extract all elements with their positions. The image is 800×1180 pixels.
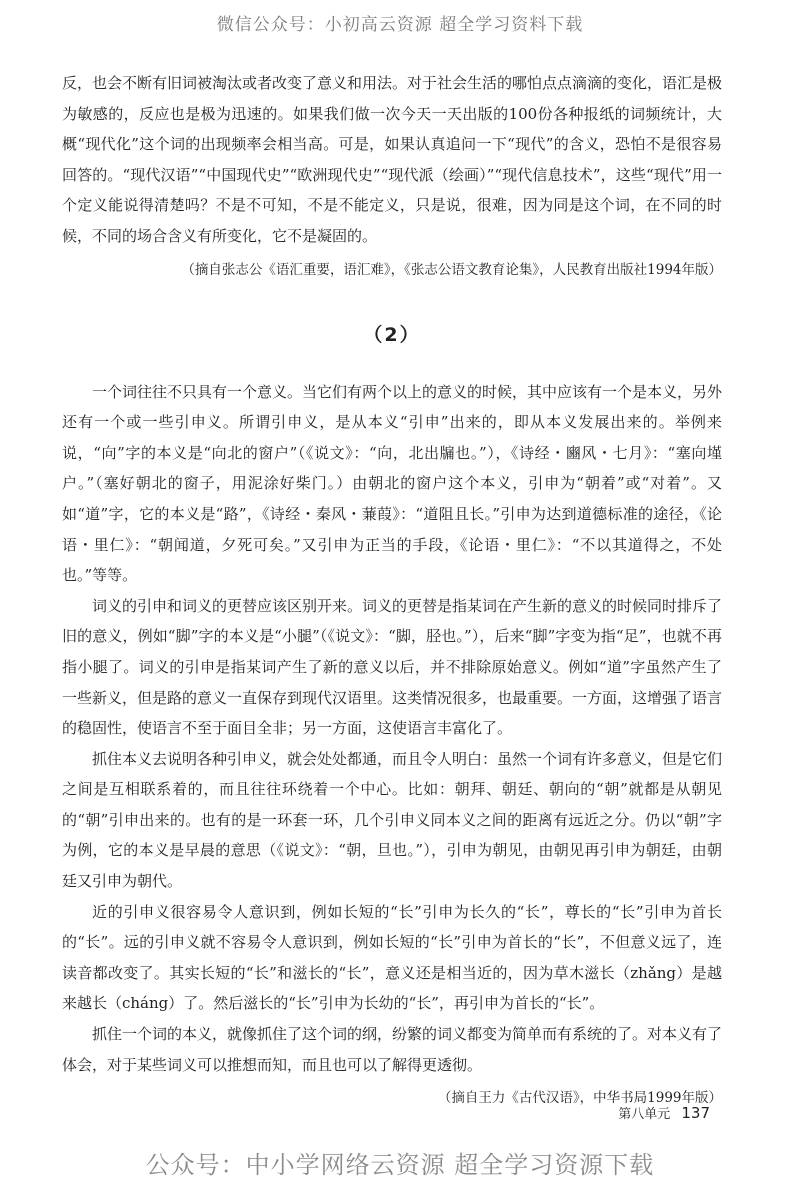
section2-citation: （摘自王力《古代汉语》，中华书局1999年版）: [437, 1090, 722, 1107]
header-watermark: 微信公众号：小初高云资源 超全学习资料下载: [216, 15, 584, 35]
unit-label: 第八单元: [618, 1107, 671, 1122]
section2-paragraph-1: 一个词往往不只具有一个意义。当它们有两个以上的意义的时候，其中应该有一个是本义，另外还有一个或一些引申义。所谓引申义，是从本义“引申”出来的，即从本义发展出来的。举例来说，“向”字的本义是“向北的窗户”（《说文》：“向，北出牖也。”），《诗经・豳风・七月》：“塞向墐户。”（塞好朝北的窗子，用泥涂好柴门。）由朝北的窗户这个本义，引申为“朝着”或“对着”。又如“道”字，它的本义是“路”，《诗经・秦风・蒹葭》：“道阻且长。”引申为达到道德标准的途径，《论语・里仁》：“朝闻道，夕死可矣。”又引申为正当的手段，《论语・里仁》：“不以其道得之，不处也。”等等。: [62, 382, 723, 585]
section2-paragraph-4: 近的引申义很容易令人意识到，例如长短的“长”引申为长久的“长”，尊长的“长”引申为首长的“长”。远的引申义就不容易令人意识到，例如长短的“长”引申为首长的“长”，不但意义远了，连读音都改变了。其实长短的“长”和滋长的“长”，意义还是相当近的，因为草木滋长（zhǎng）是越来越长（cháng）了。然后滋长的“长”引申为长幼的“长”，再引申为首长的“长”。: [62, 902, 722, 1013]
section1-citation: （摘自张志公《语汇重要，语汇难》，《张志公语文教育论集》，人民教育出版社1994年版）: [181, 261, 722, 278]
section2-paragraph-5: 抓住一个词的本义，就像抓住了这个词的纲，纷繁的词义都变为简单而有系统的了。对本义有了体会，对于某些词义可以推想而知，而且也可以了解得更透彻。: [62, 1025, 723, 1074]
section2-title: （2）: [363, 323, 421, 346]
page-content: [62, 68, 722, 1110]
page-number: 137: [681, 1104, 710, 1122]
page-footer: [618, 1103, 710, 1122]
section2-paragraph-3: 抓住本义去说明各种引申义，就会处处都通，而且令人明白：虽然一个词有许多意义，但是它们之间是互相联系着的，而且往往环绕着一个中心。比如：朝拜、朝廷、朝向的“朝”就都是从朝见的“朝”引申出来的。也有的是一环套一环，几个引申义同本义之间的距离有远近之分。仍以“朝”字为例，它的本义是早晨的意思（《说文》：“朝，旦也。”），引申为朝见，由朝见再引申为朝廷，由朝廷又引申为朝代。: [62, 749, 723, 891]
section2-paragraph-2: 词义的引申和词义的更替应该区别开来。词义的更替是指某词在产生新的意义的时候同时排斥了旧的意义，例如“脚”字的本义是“小腿”（《说文》：“脚，胫也。”），后来“脚”字变为指“足”，也就不再指小腿了。词义的引申是指某词产生了新的意义以后，并不排除原始意义。例如“道”字虽然产生了一些新义，但是路的意义一直保存到现代汉语里。这类情况很多，也最重要。一方面，这增强了语言的稳固性，使语言不至于面目全非；另一方面，这使语言丰富化了。: [62, 596, 723, 738]
footer-watermark: 公众号：中小学网络云资源 超全学习资源下载: [145, 1151, 655, 1179]
section1-paragraph: 反，也会不断有旧词被淘汰或者改变了意义和用法。对于社会生活的哪怕点点滴滴的变化，语汇是极为敏感的，反应也是极为迅速的。如果我们做一次今天一天出版的100份各种报纸的词频统计，大概“现代化”这个词的出现频率会相当高。可是，如果认真追问一下“现代”的含义，恐怕不是很容易回答的。“现代汉语”“中国现代史”“欧洲现代史”“现代派（绘画）”“现代信息技术”，这些“现代”用一个定义能说得清楚吗？不是不可知，不是不能定义，只是说，很难，因为同是这个词，在不同的时候，不同的场合含义有所变化，它不是凝固的。: [62, 74, 723, 245]
